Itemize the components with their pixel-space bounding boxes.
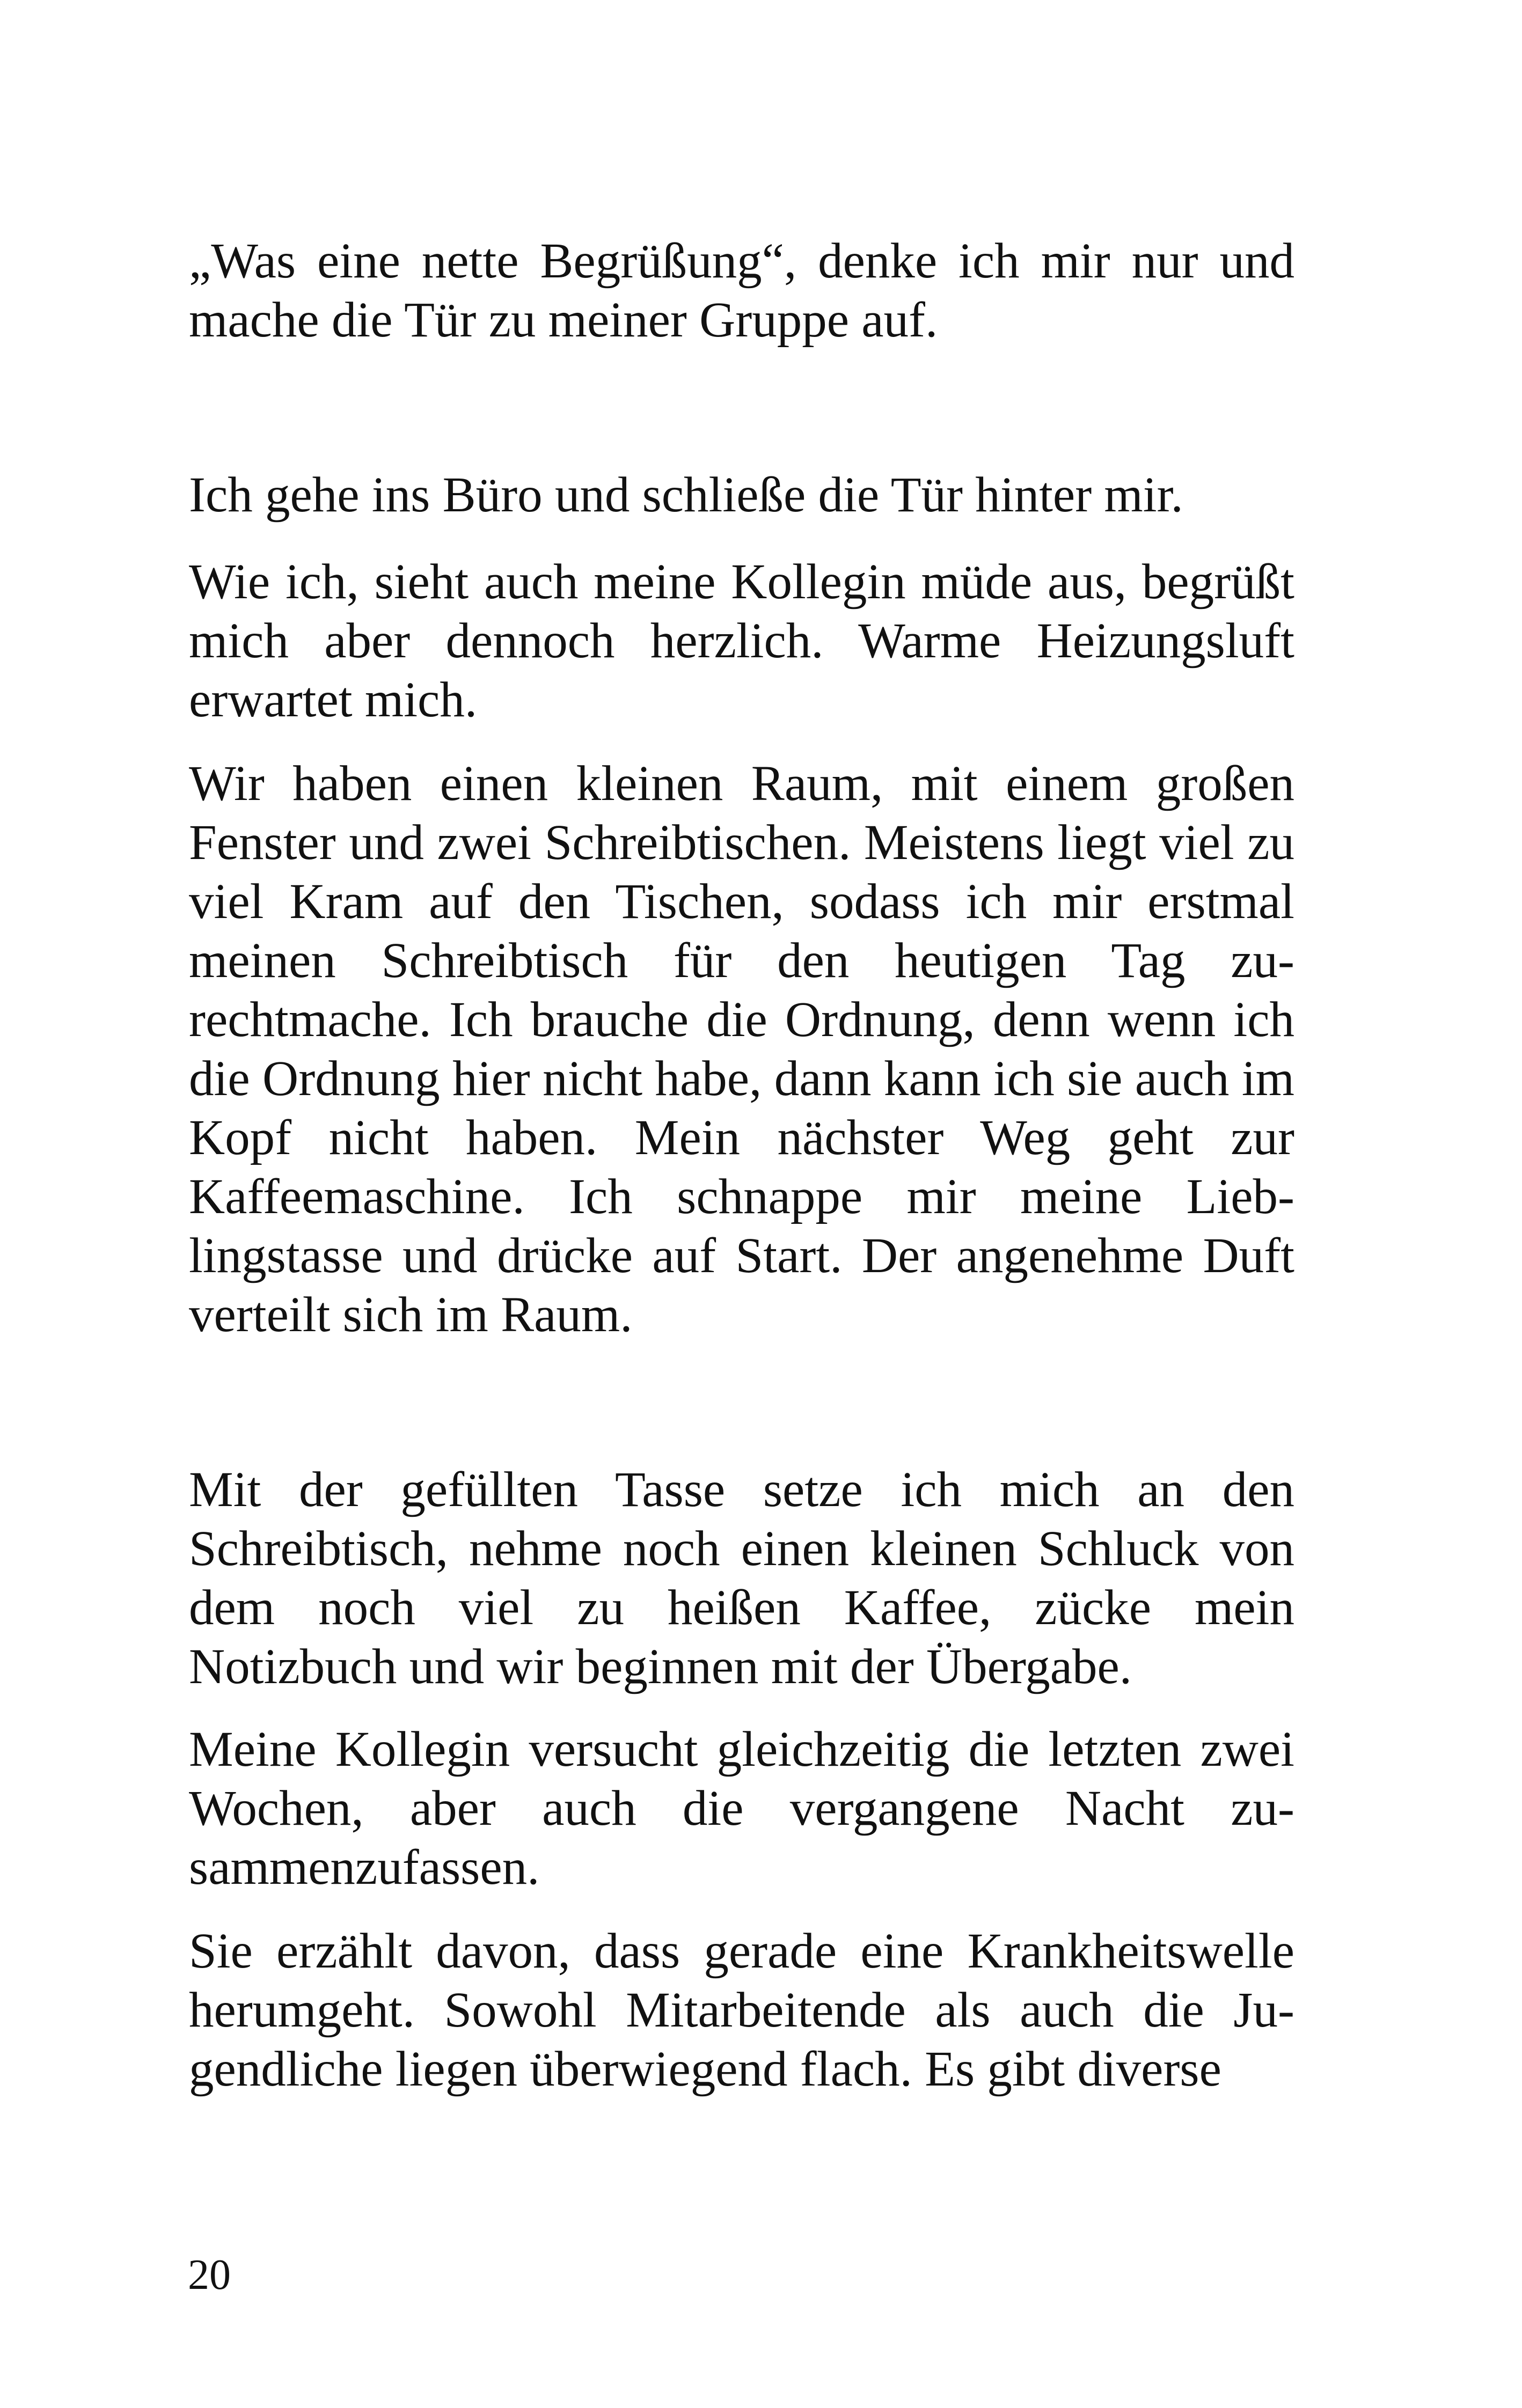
page-number: 20: [188, 2251, 231, 2299]
paragraph-greeting: [189, 232, 1294, 350]
paragraph-1: „Was eine nette Begrüßung“, denke ich mir nur und mache die Tür zu meiner Gruppe auf.: [189, 233, 1294, 348]
paragraph-office: [189, 466, 1294, 525]
paragraph-room: [189, 754, 1294, 1345]
paragraph-coffee: [189, 1460, 1294, 1697]
paragraph-4: Wir haben einen kleinen Raum, mit einem großen Fenster und zwei Schreibtischen. Meistens liegt viel zu viel Kram auf den Tischen, sodass ich mir erstmal meinen Schreibtisch für den heutigen Tag zurechtmache. Ich brauche die Ordnung, denn wenn ich die Ordnung hier nicht habe, dann kann ich sie auch im Kopf nicht haben. Mein nächster Weg geht zur Kaffeemaschine. Ich schnappe mir meine Lieblingstasse und drücke auf Start. Der angenehme Duft verteilt sich im Raum.: [189, 756, 1294, 1342]
paragraph-handover: [189, 1720, 1294, 1897]
paragraph-2: Ich gehe ins Büro und schließe die Tür hinter mir.: [189, 467, 1183, 523]
paragraph-colleague: [189, 553, 1294, 730]
paragraph-3: Wie ich, sieht auch meine Kollegin müde aus, begrüßt mich aber dennoch herzlich. Warme Heizungsluft erwartet mich.: [189, 554, 1294, 728]
paragraph-6: Meine Kollegin versucht gleichzeitig die letzten zwei Wochen, aber auch die vergangene Nacht zusammenzufassen.: [189, 1722, 1294, 1895]
paragraph-7: Sie erzählt davon, dass gerade eine Krankheitswelle herumgeht. Sowohl Mitarbeitende als auch die Jugendliche liegen überwiegend flach. Es gibt diverse: [189, 1924, 1294, 2097]
paragraph-5: Mit der gefüllten Tasse setze ich mich an den Schreibtisch, nehme noch einen kleinen Schluck von dem noch viel zu heißen Kaffee, zücke mein Notizbuch und wir beginnen mit der Übergabe.: [189, 1462, 1294, 1694]
paragraph-illness: [189, 1922, 1294, 2099]
